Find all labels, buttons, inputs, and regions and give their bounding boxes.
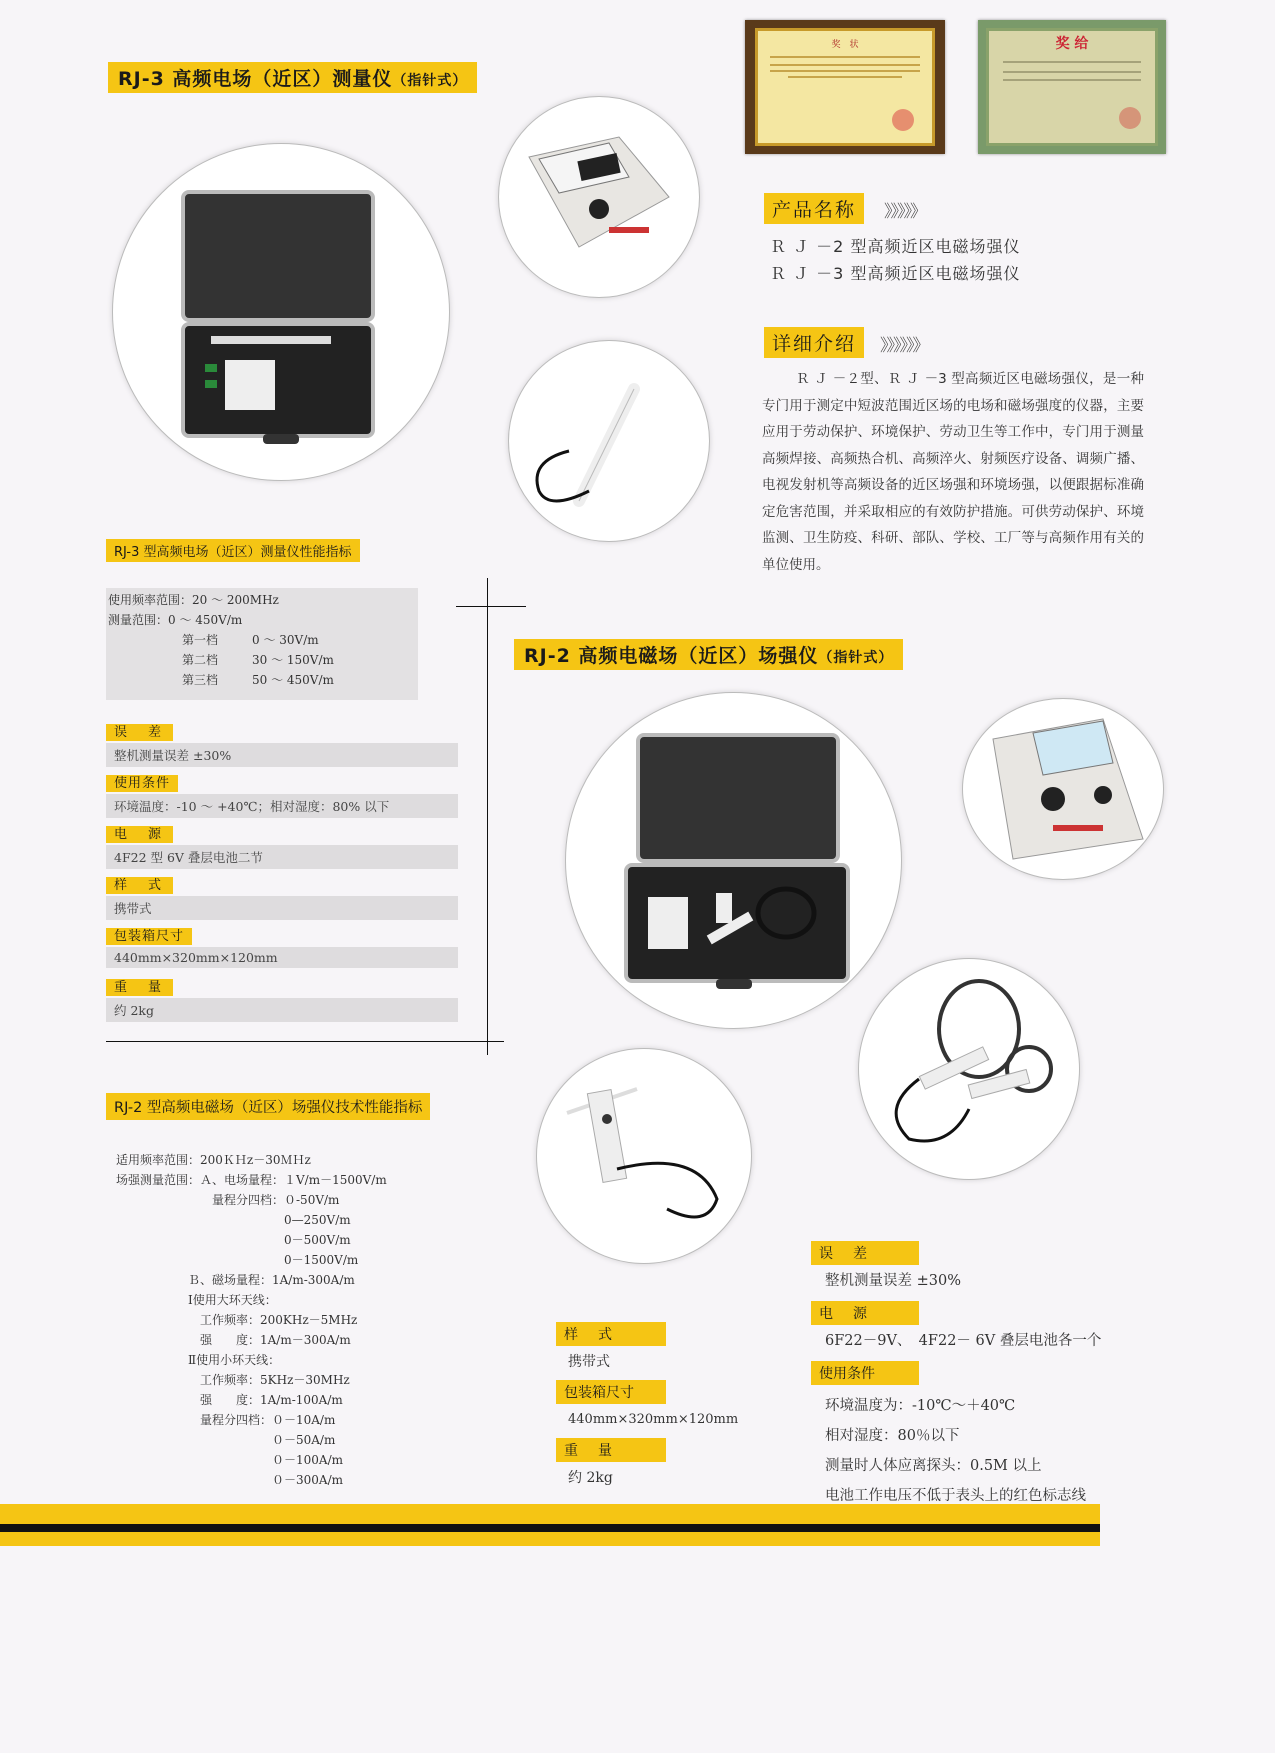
rj2-mid-spec-item [556, 1380, 739, 1438]
rj2-spec-line: Ⅰ使用大环天线： [116, 1293, 277, 1307]
rj2-mid-specs [556, 1322, 739, 1496]
rj2-electric-probe-photo [536, 1048, 752, 1264]
rj2-spec-lines [116, 1150, 387, 1490]
certificate-photo-1 [745, 20, 945, 154]
rj2-mid-spec-value: 440mm×320mm×120mm [568, 1412, 739, 1427]
rj2-meter-photo [962, 698, 1164, 880]
rj2-right-spec-value: 环境温度为：-10℃～＋40℃ [825, 1398, 1016, 1414]
rj2-title-text: RJ-2 高频电磁场（近区）场强仪 [524, 645, 819, 667]
certificate-title: 奖 状 [831, 40, 859, 50]
rj3-spec-item [106, 772, 458, 823]
rj2-mid-spec-value: 约 2kg [568, 1470, 613, 1486]
rj3-range-row [182, 670, 418, 690]
rj3-spec-item [106, 874, 458, 925]
vertical-divider [487, 578, 488, 1055]
product-name-tag: 产品名称 [764, 193, 864, 224]
rj3-spec-item [106, 976, 458, 1027]
rj3-title [108, 62, 477, 93]
rj2-right-spec-item [811, 1361, 1171, 1511]
rj3-range-block [106, 588, 418, 700]
rj2-right-specs [811, 1241, 1171, 1511]
rj3-range-row [182, 650, 418, 670]
rj2-right-spec-label: 电 源 [811, 1301, 919, 1325]
rj2-spec-line: 强 度：1A/m-100A/m [116, 1393, 343, 1407]
rj2-spec-line: Ⅱ使用小环天线： [116, 1353, 281, 1367]
horizontal-divider-bottom [106, 1041, 504, 1042]
rj3-range: 测量范围：0 ～ 450V/m [108, 613, 243, 627]
rj2-spec-line: 量程分四档：０-50V/m [116, 1193, 340, 1207]
rj2-spec-line: Ｂ、磁场量程：1A/m-300A/m [116, 1273, 355, 1287]
rj2-spec-line: 工作频率：5KHz－30MHz [116, 1373, 350, 1387]
rj2-mid-spec-item [556, 1438, 706, 1496]
certificate-photo-2 [978, 20, 1166, 154]
rj3-range-row [182, 630, 418, 650]
rj3-spec-value: 整机测量误差 ±30% [106, 743, 458, 767]
rj2-spec-line: ０－50A/m [116, 1433, 336, 1447]
rj2-right-spec-value: 电池工作电压不低于表头上的红色标志线 [825, 1488, 1086, 1504]
rj2-mid-spec-label: 包装箱尺寸 [556, 1380, 666, 1404]
rj3-range-name: 第三档 [182, 673, 219, 687]
rj3-spec-label: 包装箱尺寸 [106, 928, 192, 945]
rj3-range-value: 0 ～ 30V/m [252, 633, 319, 647]
rj3-spec-label: 重 量 [106, 979, 173, 996]
rj3-probe-photo [508, 340, 710, 542]
rj2-title [514, 639, 903, 670]
rj3-spec-item [106, 823, 458, 874]
rj3-title-text: RJ-3 高频电场（近区）测量仪 [118, 68, 393, 90]
rj3-meter-photo [498, 96, 700, 298]
rj2-right-spec-label: 使用条件 [811, 1361, 919, 1385]
rj2-right-spec-value: 整机测量误差 ±30% [825, 1273, 961, 1289]
detail-intro-tag: 详细介绍 [764, 327, 864, 358]
rj2-spec-line: 适用频率范围：200ＫＨz－30ＭＨz [116, 1153, 311, 1167]
certificate-title: 奖 给 [1055, 36, 1089, 52]
rj3-range-name: 第一档 [182, 633, 219, 647]
rj2-mid-spec-label: 样 式 [556, 1322, 666, 1346]
rj2-spec-line: 0－500V/m [116, 1233, 351, 1247]
rj2-spec-line: ０－100A/m [116, 1453, 343, 1467]
rj2-right-spec-item [811, 1241, 1171, 1301]
rj3-spec-item [106, 721, 458, 772]
rj2-spec-title: RJ-2 型高频电磁场（近区）场强仪技术性能指标 [106, 1093, 430, 1120]
rj3-spec-label: 使用条件 [106, 775, 178, 792]
rj2-spec-line: 0－1500V/m [116, 1253, 359, 1267]
rj2-right-spec-value: 6F22－9V、 4F22－ 6V 叠层电池各一个 [825, 1333, 1102, 1349]
rj2-spec-line: 强 度：1A/m－300A/m [116, 1333, 351, 1347]
rj2-mid-spec-value: 携带式 [568, 1354, 610, 1370]
rj2-loop-antenna-photo [858, 958, 1080, 1180]
rj3-spec-item [106, 925, 458, 976]
rj2-right-spec-item [811, 1301, 1171, 1361]
rj2-right-spec-label: 误 差 [811, 1241, 919, 1265]
rj2-right-spec-value: 测量时人体应离探头：0.5M 以上 [825, 1458, 1042, 1474]
rj3-range-name: 第二档 [182, 653, 219, 667]
bottom-stripe-black [0, 1524, 1100, 1532]
rj3-spec-title: RJ-3 型高频电场（近区）测量仪性能指标 [106, 539, 360, 562]
detail-intro-chevrons: 》》》》》》 [880, 336, 928, 356]
rj3-spec-value: 携带式 [106, 896, 458, 920]
rj2-right-spec-value: 相对湿度：80％以下 [825, 1428, 960, 1444]
rj2-case-photo [565, 692, 902, 1029]
rj3-specs [106, 721, 458, 1027]
product-name-chevrons: 》》》》》 [884, 202, 925, 222]
rj2-mid-spec-item [556, 1322, 706, 1380]
bottom-stripe-yellow-2 [0, 1532, 1100, 1546]
rj3-case-photo [112, 143, 450, 481]
rj3-title-suffix: （指针式） [392, 73, 468, 89]
rj3-spec-value: 4F22 型 6V 叠层电池二节 [106, 845, 458, 869]
rj3-spec-value: 约 2kg [106, 998, 458, 1022]
rj2-spec-line: 场强测量范围：Ａ、电场量程：１V/m－1500V/m [116, 1173, 387, 1187]
product-name-line-2: Ｒ Ｊ －3 型高频近区电磁场强仪 [770, 264, 1021, 283]
rj3-range-value: 30 ～ 150V/m [252, 653, 334, 667]
rj2-mid-spec-label: 重 量 [556, 1438, 666, 1462]
rj3-spec-label: 电 源 [106, 826, 173, 843]
horizontal-divider-top [456, 606, 526, 607]
rj2-spec-line: 0—250V/m [116, 1213, 351, 1227]
bottom-stripe-yellow-1 [0, 1504, 1100, 1524]
rj3-spec-label: 误 差 [106, 724, 173, 741]
rj3-range-value: 50 ～ 450V/m [252, 673, 334, 687]
rj2-spec-line: 量程分四档：０－10A/m [116, 1413, 336, 1427]
rj3-freq: 使用频率范围：20 ～ 200MHz [108, 593, 279, 607]
rj3-spec-value: 环境温度：-10 ～ +40℃；相对湿度：80% 以下 [106, 794, 458, 818]
detail-intro-text: Ｒ Ｊ －２型、Ｒ Ｊ －3 型高频近区电磁场强仪，是一种专门用于测定中短波范围近区场的电场和磁场强度的仪器，主要应用于劳动保护、环境保护、劳动卫生等工作中，专门用于测量高频焊接、高频热合机、高频淬火、射频医疗设备、调频广播、电视发射机等高频设备的近区场强和环境场强，以便跟据标准确定危害范围，并采取相应的有效防护措施。可供劳动保护、环境监测、卫生防疫、科研、部队、学校、工厂等与高频作用有关的单位使用。 [762, 371, 1144, 573]
product-name-line-1: Ｒ Ｊ －2 型高频近区电磁场强仪 [770, 237, 1021, 256]
rj3-spec-label: 样 式 [106, 877, 173, 894]
rj2-spec-line: ０－300A/m [116, 1473, 343, 1487]
rj3-spec-value: 440mm×320mm×120mm [106, 947, 458, 968]
rj2-title-suffix: （指针式） [818, 650, 894, 666]
rj2-spec-line: 工作频率：200KHz－5MHz [116, 1313, 358, 1327]
